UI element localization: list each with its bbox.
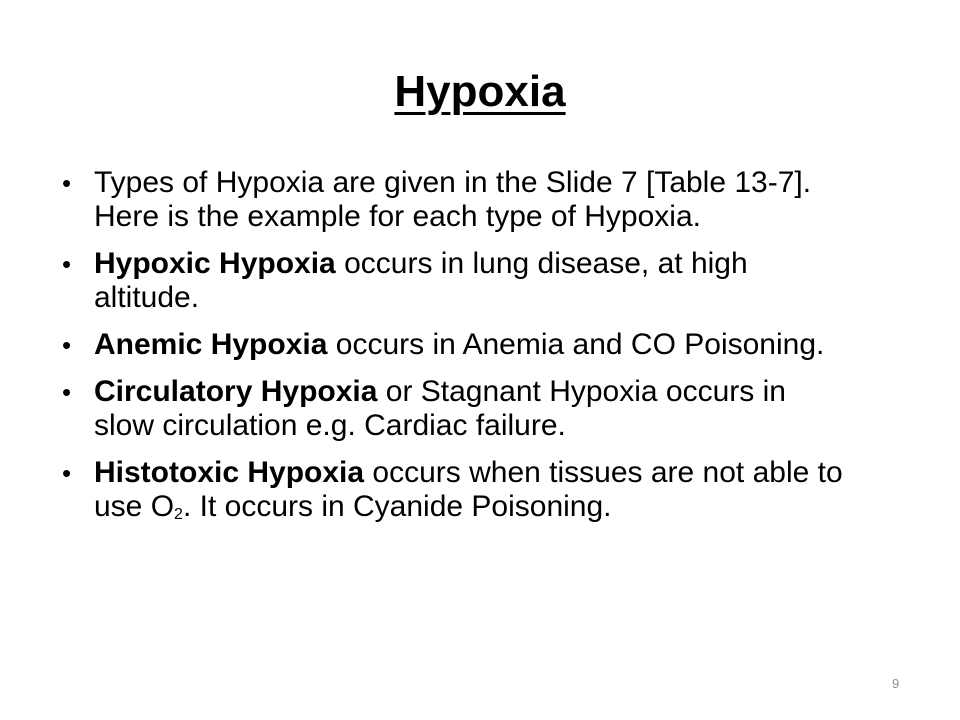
bullet-text: occurs in Anemia and CO Poisoning. — [327, 328, 825, 361]
bullet-list — [62, 166, 852, 545]
bullet-text: occurs when tissues are not able to use O — [94, 456, 843, 523]
bullet-dot-icon: • — [62, 458, 72, 488]
page-number: 9 — [892, 676, 900, 691]
bullet-text: or Stagnant Hypoxia occurs in slow circulation e.g. Cardiac failure. — [94, 375, 786, 442]
oxygen-subscript: 2 — [174, 506, 183, 523]
bullet-dot-icon: • — [62, 377, 72, 407]
bullet-anemic-hypoxia — [62, 328, 852, 362]
bullet-hypoxic-hypoxia — [62, 247, 852, 315]
bullet-term: Anemic Hypoxia — [94, 328, 328, 361]
bullet-text-after: . It occurs in Cyanide Poisoning. — [182, 490, 612, 523]
bullet-text: occurs in lung disease, at high altitude. — [94, 247, 748, 314]
slide-title: Hypoxia — [394, 67, 566, 116]
bullet-circulatory-hypoxia — [62, 375, 852, 443]
bullet-term: Hypoxic Hypoxia — [94, 247, 336, 280]
bullet-dot-icon: • — [62, 330, 72, 360]
bullet-term: Histotoxic Hypoxia — [94, 456, 365, 489]
bullet-histotoxic-hypoxia — [62, 456, 852, 532]
bullet-term: Circulatory Hypoxia — [94, 375, 378, 408]
bullet-types-of-hypoxia — [62, 166, 852, 234]
bullet-dot-icon: • — [62, 168, 72, 198]
bullet-text: Types of Hypoxia are given in the Slide 7 [Table 13-7]. Here is the example for each type of Hypoxia. — [94, 166, 812, 233]
bullet-dot-icon: • — [62, 249, 72, 279]
